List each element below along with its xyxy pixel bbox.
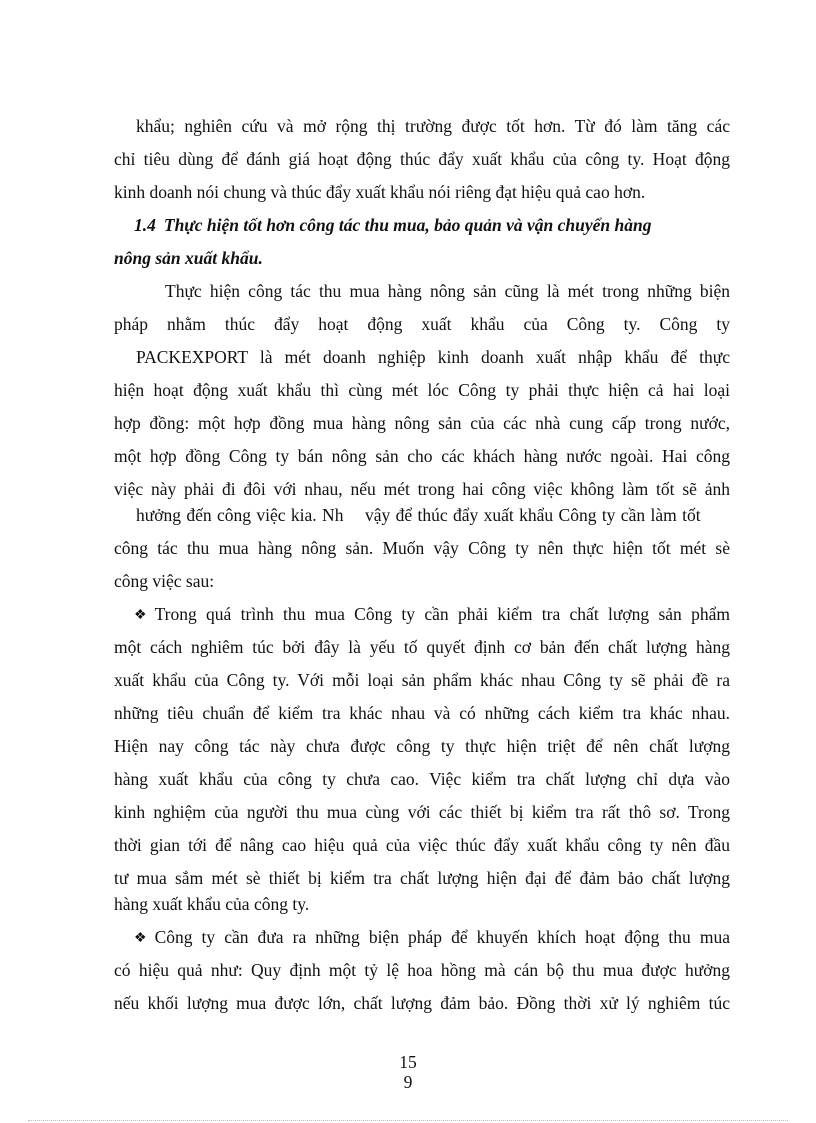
text-line: kinh doanh nói chung và thúc đẩy xuất khẩu nói riêng đạt hiệu quả cao hơn.: [114, 182, 646, 202]
text-line: những tiêu chuẩn để kiểm tra khác nhau và có những cách kiểm tra khác nhau.: [114, 703, 730, 723]
text-line: hàng xuất khẩu của công ty chưa cao. Việc kiểm tra chất lượng chỉ dựa vào: [114, 769, 730, 789]
text-line: khẩu; nghiên cứu và mở rộng thị trường được tốt hơn. Từ đó làm tăng các: [136, 116, 730, 136]
text-line: chỉ tiêu dùng để đánh giá hoạt động thúc đẩy xuất khẩu của công ty. Hoạt động: [114, 149, 730, 169]
section-title-line: nông sản xuất khẩu.: [114, 248, 263, 268]
section-number: 1.4: [134, 215, 156, 235]
page-number-suffix: 9: [403, 1072, 413, 1092]
text-line: có hiệu quả như: Quy định một tỷ lệ hoa hồng mà cán bộ thu mua được hưởng: [114, 960, 730, 980]
diamond-bullet-icon: ❖: [134, 931, 147, 946]
text-line: thời gian tới để nâng cao hiệu quả của việc thúc đẩy xuất khẩu công ty nên đầu: [114, 835, 730, 855]
text-line: kinh nghiệm của người thu mua cùng với các thiết bị kiểm tra rất thô sơ. Trong: [114, 802, 730, 822]
text-line: hàng xuất khẩu của công ty.: [114, 894, 310, 914]
text-line: tư mua sắm mét sè thiết bị kiểm tra chất lượng hiện đại để đảm bảo chất lượng: [114, 868, 730, 888]
text-line: nếu khối lượng mua được lớn, chất lượng đảm bảo. Đồng thời xử lý nghiêm túc: [114, 993, 730, 1013]
text-line: Hiện nay công tác này chưa được công ty thực hiện triệt để nên chất lượng: [114, 736, 730, 756]
text-line: một cách nghiêm túc bởi đây là yếu tố quyết định cơ bản đến chất lượng hàng: [114, 637, 730, 657]
text-line: công tác thu mua hàng nông sản. Muốn vậy Công ty nên thực hiện tốt mét sè: [114, 538, 730, 558]
text-line: hiện hoạt động xuất khẩu thì cùng mét lóc Công ty phải thực hiện cả hai loại: [114, 380, 730, 400]
text-line: Thực hiện công tác thu mua hàng nông sản cũng là mét trong những biện: [165, 281, 730, 301]
text-line: Trong quá trình thu mua Công ty cần phải kiểm tra chất lượng sản phẩm: [154, 604, 730, 624]
diamond-bullet-icon: ❖: [134, 608, 147, 623]
section-title-line: Thực hiện tốt hơn công tác thu mua, bảo quản và vận chuyển hàng: [163, 215, 652, 235]
text-line: hưởng đến công việc kia. Nh vậy để thúc đẩy xuất khẩu Công ty cần làm tốt: [136, 505, 701, 525]
text-line: một hợp đồng Công ty bán nông sản cho các khách hàng nước ngoài. Hai công: [114, 446, 730, 466]
text-line: hợp đồng: một hợp đồng mua hàng nông sản của các nhà cung cấp trong nước,: [114, 413, 730, 433]
text-line: công việc sau:: [114, 571, 215, 591]
text-line: Công ty cần đưa ra những biện pháp để khuyến khích hoạt động thu mua: [154, 927, 730, 947]
text-line: PACKEXPORT là mét doanh nghiệp kinh doanh xuất nhập khẩu để thực: [136, 347, 730, 367]
page-number: 15: [399, 1052, 417, 1072]
text-line: việc này phải đi đôi với nhau, nếu mét trong hai công việc không làm tốt sẽ ảnh: [114, 479, 730, 499]
text-line: pháp nhằm thúc đẩy hoạt động xuất khẩu của Công ty. Công ty: [114, 314, 730, 334]
page-bottom-divider: [28, 1120, 788, 1121]
text-line: xuất khẩu của Công ty. Với mỗi loại sản phẩm khác nhau Công ty sẽ phải đề ra: [114, 670, 730, 690]
